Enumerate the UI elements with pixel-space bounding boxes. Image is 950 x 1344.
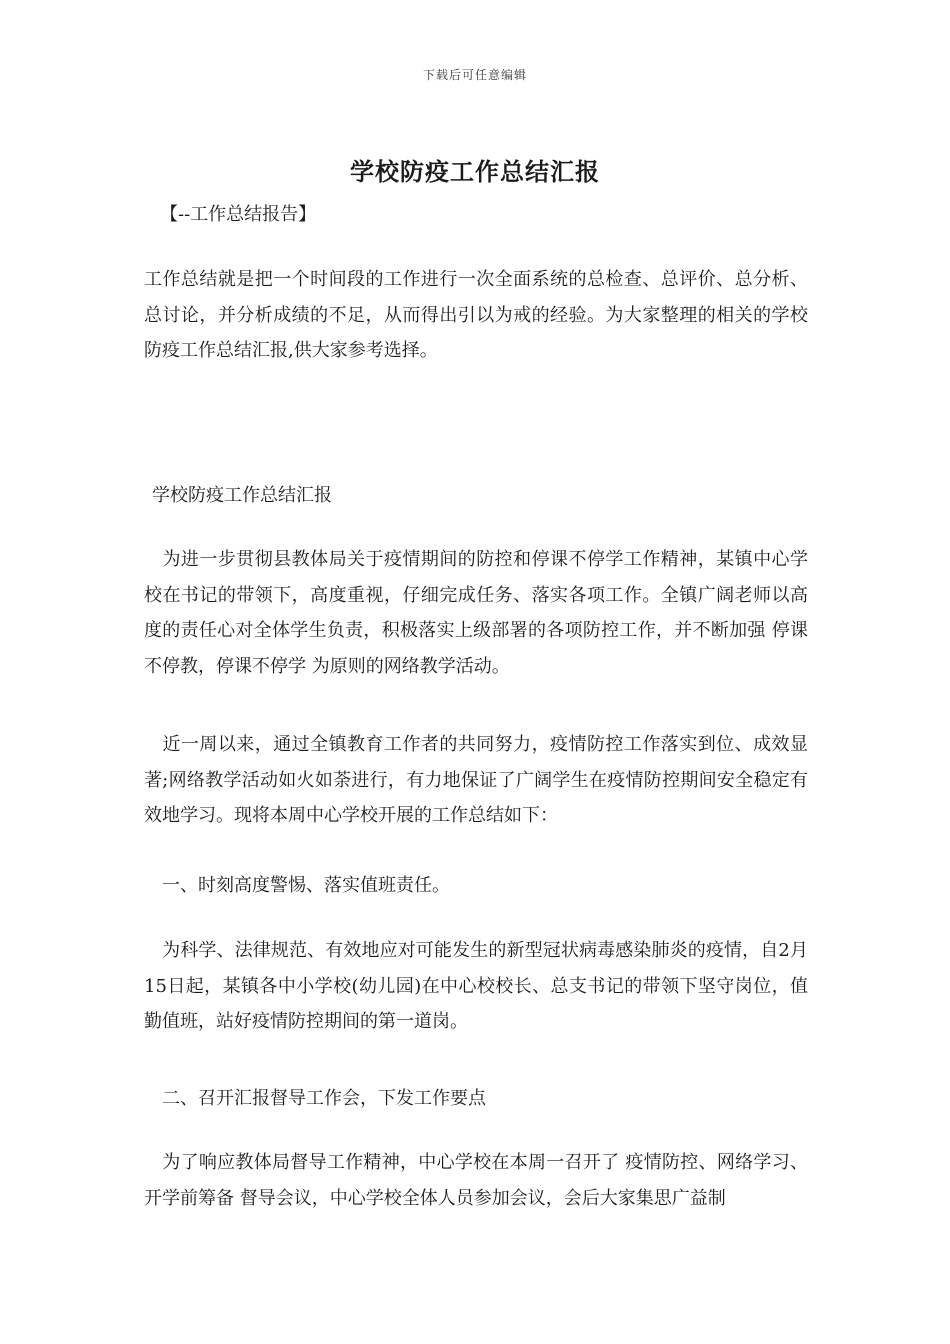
heading-2: 二、召开汇报督导工作会，下发工作要点 [162,1088,486,1109]
paragraph-4: 为了响应教体局督导工作精神，中心学校在本周一召开了 疫情防控、网络学习、开学前筹备 督导会议，中心学校全体人员参加会议，会后大家集思广益制 [144,1152,808,1209]
document-title: 学校防疫工作总结汇报 [350,157,600,186]
intro-paragraph: 工作总结就是把一个时间段的工作进行一次全面系统的总检查、总评价、总分析、总讨论，并分析成绩的不足，从而得出引以为戒的经验。为大家整理的相关的学校防疫工作总结汇报,供大家参考选择。 [144,269,808,361]
document-category-tag: 【--工作总结报告】 [160,204,317,225]
header-note: 下载后可任意编辑 [422,68,527,82]
heading-1: 一、时刻高度警惕、落实值班责任。 [162,875,450,896]
paragraph-1: 为进一步贯彻县教体局关于疫情期间的防控和停课不停学工作精神，某镇中心学校在书记的带领下，高度重视，仔细完成任务、落实各项工作。全镇广阔老师以高度的责任心对全体学生负责，积极落实上级部署的各项防控工作，并不断加强 停课不停教，停课不停学 为原则的网络教学活动。 [144,549,808,677]
paragraph-2: 近一周以来，通过全镇教育工作者的共同努力，疫情防控工作落实到位、成效显著;网络教学活动如火如荼进行，有力地保证了广阔学生在疫情防控期间安全稳定有效地学习。现将本周中心学校开展的工作总结如下： [144,734,808,826]
paragraph-3: 为科学、法律规范、有效地应对可能发生的新型冠状病毒感染肺炎的疫情，自2月15日起，某镇各中小学校(幼儿园)在中心校校长、总支书记的带领下坚守岗位，值勤值班，站好疫情防控期间的第一道岗。 [144,940,808,1032]
section-subtitle: 学校防疫工作总结汇报 [152,485,332,506]
